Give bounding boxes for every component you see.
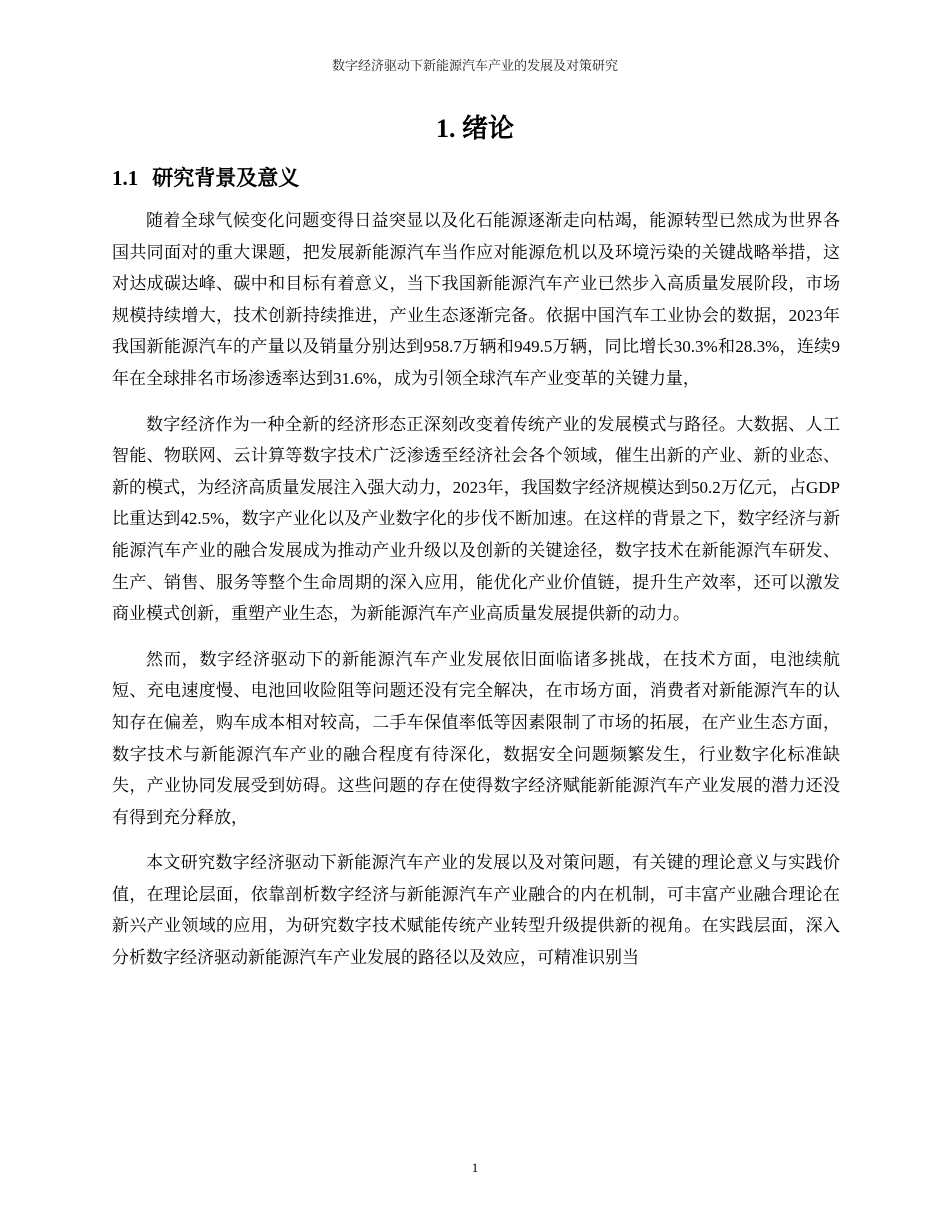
paragraph-3: 然而，数字经济驱动下的新能源汽车产业发展依旧面临诸多挑战，在技术方面，电池续航短、充电速度慢、电池回收险阻等问题还没有完全解决，在市场方面，消费者对新能源汽车的认知存在偏差，购车成本相对较高，二手车保值率低等因素限制了市场的拓展，在产业生态方面，数字技术与新能源汽车产业的融合程度有待深化，数据安全问题频繁发生，行业数字化标准缺失，产业协同发展受到妨碍。这些问题的存在使得数字经济赋能新能源汽车产业发展的潜力还没有得到充分释放， — [112, 649, 840, 827]
page-number: 1 — [471, 1160, 479, 1175]
running-header: 数字经济驱动下新能源汽车产业的发展及对策研究 — [331, 58, 618, 73]
section-number: 1.1 — [112, 166, 139, 190]
paragraph-4: 本文研究数字经济驱动下新能源汽车产业的发展以及对策问题，有关键的理论意义与实践价值，在理论层面，依靠剖析数字经济与新能源汽车产业融合的内在机制，可丰富产业融合理论在新兴产业领域的应用，为研究数字技术赋能传统产业转型升级提供新的视角。在实践层面，深入分析数字经济驱动新能源汽车产业发展的路径以及效应，可精准识别当 — [112, 853, 840, 968]
section-heading — [112, 162, 299, 194]
paragraph-2: 数字经济作为一种全新的经济形态正深刻改变着传统产业的发展模式与路径。大数据、人工智能、物联网、云计算等数字技术广泛渗透至经济社会各个领域，催生出新的产业、新的业态、新的模式，为经济高质量发展注入强大动力，2023年，我国数字经济规模达到50.2万亿元，占GDP比重达到42.5%，数字产业化以及产业数字化的步伐不断加速。在这样的背景之下，数字经济与新能源汽车产业的融合发展成为推动产业升级以及创新的关键途径，数字技术在新能源汽车研发、生产、销售、服务等整个生命周期的深入应用，能优化产业价值链，提升生产效率，还可以激发商业模式创新，重塑产业生态，为新能源汽车产业高质量发展提供新的动力。 — [112, 414, 840, 624]
paragraph-1: 随着全球气候变化问题变得日益突显以及化石能源逐渐走向枯竭，能源转型已然成为世界各国共同面对的重大课题，把发展新能源汽车当作应对能源危机以及环境污染的关键战略举措，这对达成碳达峰、碳中和目标有着意义，当下我国新能源汽车产业已然步入高质量发展阶段，市场规模持续增大，技术创新持续推进，产业生态逐渐完备。依据中国汽车工业协会的数据，2023年我国新能源汽车的产量以及销量分别达到958.7万辆和949.5万辆，同比增长30.3%和28.3%，连续9年在全球排名市场渗透率达到31.6%，成为引领全球汽车产业变革的关键力量， — [112, 211, 840, 388]
chapter-title: 1. 绪论 — [435, 114, 514, 143]
section-title: 研究背景及意义 — [152, 166, 300, 190]
body-text — [112, 205, 840, 988]
